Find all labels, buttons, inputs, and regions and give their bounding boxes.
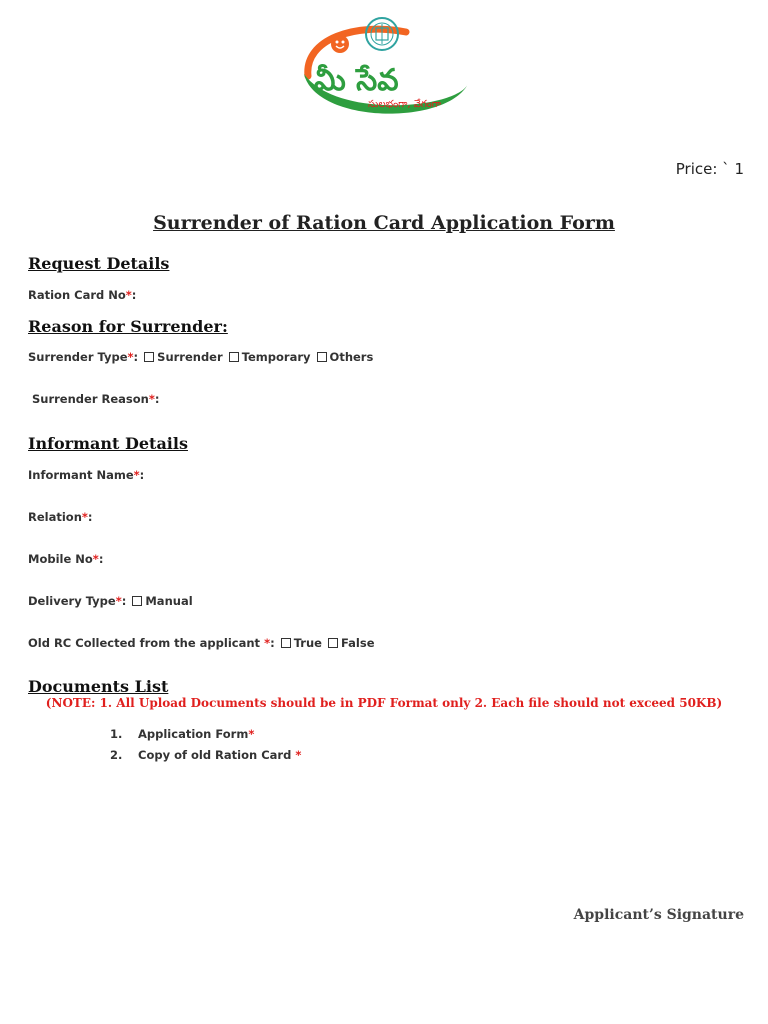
- state-emblem-icon: [366, 18, 398, 50]
- surrender-type-field: Surrender Type*: Surrender Temporary Others: [28, 350, 374, 364]
- option-false: False: [340, 636, 375, 650]
- old-rc-field: Old RC Collected from the applicant *: True False: [28, 636, 375, 650]
- informant-name-field: Informant Name*:: [28, 468, 145, 482]
- logo-title: మీ సేవ: [314, 63, 399, 98]
- applicant-signature-label: Applicant’s Signature: [573, 907, 744, 923]
- checkbox-false[interactable]: [328, 638, 338, 648]
- required-mark: *: [148, 392, 155, 406]
- smiley-icon: [331, 35, 349, 53]
- reason-heading: Reason for Surrender:: [28, 317, 228, 336]
- form-title: Surrender of Ration Card Application Form: [153, 212, 615, 234]
- required-mark: *: [115, 594, 122, 608]
- relation-label: Relation: [28, 510, 82, 524]
- delivery-type-field: Delivery Type*: Manual: [28, 594, 193, 608]
- mobile-label: Mobile No: [28, 552, 93, 566]
- required-mark: *: [125, 288, 132, 302]
- price-label: Price: ` 1: [675, 160, 744, 178]
- surrender-reason-label: Surrender Reason: [32, 392, 149, 406]
- option-others: Others: [329, 350, 374, 364]
- ration-card-label: Ration Card No: [28, 288, 126, 302]
- document-item: [110, 727, 254, 741]
- required-mark: *: [81, 510, 88, 524]
- mee-seva-logo-graphic: [296, 14, 476, 124]
- surrender-type-label: Surrender Type: [28, 350, 128, 364]
- logo-tagline: సులభంగా, వేగంగా: [368, 99, 441, 110]
- option-manual: Manual: [145, 594, 193, 608]
- option-surrender: Surrender: [157, 350, 223, 364]
- relation-field: Relation*:: [28, 510, 93, 524]
- checkbox-temporary[interactable]: [229, 352, 239, 362]
- old-rc-label: Old RC Collected from the applicant: [28, 636, 265, 650]
- documents-list-heading: Documents List: [28, 677, 169, 696]
- checkbox-others[interactable]: [317, 352, 327, 362]
- document-number: 1.: [110, 727, 123, 741]
- checkbox-true[interactable]: [281, 638, 291, 648]
- delivery-type-label: Delivery Type: [28, 594, 116, 608]
- required-mark: *: [92, 552, 99, 566]
- required-mark: *: [295, 748, 302, 762]
- document-label: Application Form: [138, 727, 249, 741]
- required-mark: *: [127, 350, 134, 364]
- mee-seva-logo: [296, 14, 476, 124]
- documents-note: (NOTE: 1. All Upload Documents should be in PDF Format only 2. Each file should not exceed 50KB): [45, 696, 723, 710]
- document-label: Copy of old Ration Card: [138, 748, 296, 762]
- mobile-field: Mobile No*:: [28, 552, 104, 566]
- required-mark: *: [248, 727, 255, 741]
- surrender-reason-field: Surrender Reason*:: [32, 392, 160, 406]
- required-mark: *: [264, 636, 271, 650]
- required-mark: *: [133, 468, 140, 482]
- request-details-heading: Request Details: [28, 254, 170, 273]
- checkbox-surrender[interactable]: [144, 352, 154, 362]
- option-true: True: [293, 636, 322, 650]
- ration-card-field: Ration Card No*:: [28, 288, 137, 302]
- checkbox-manual[interactable]: [132, 596, 142, 606]
- document-number: 2.: [110, 748, 123, 762]
- document-item: [110, 748, 301, 762]
- informant-details-heading: Informant Details: [28, 434, 188, 453]
- option-temporary: Temporary: [241, 350, 311, 364]
- informant-name-label: Informant Name: [28, 468, 134, 482]
